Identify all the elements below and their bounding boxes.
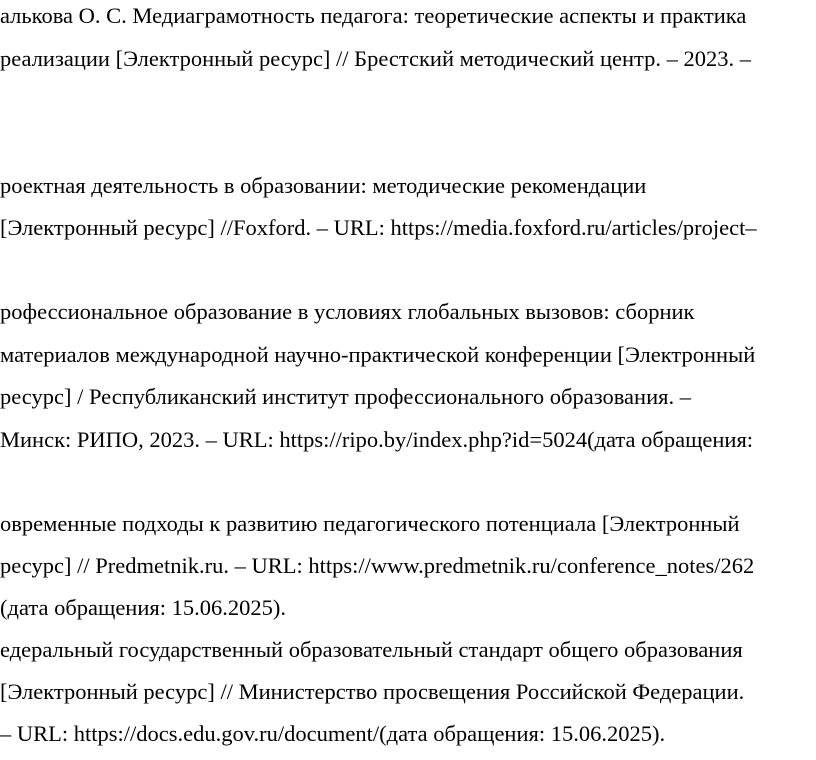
reference-line: [Электронный ресурс] //Foxford. – URL: https://media.foxford.ru/articles/project– <box>0 215 757 240</box>
reference-line: реализации [Электронный ресурс] // Брестский методический центр. – 2023. – <box>0 46 752 71</box>
reference-line: рофессиональное образование в условиях глобальных вызовов: сборник <box>0 299 695 324</box>
reference-line: материалов международной научно-практической конференции [Электронный <box>0 342 756 367</box>
reference-line: (дата обращения: 15.06.2025). <box>0 595 286 620</box>
reference-line: Минск: РИПО, 2023. – URL: https://ripo.by/index.php?id=5024(дата обращения: <box>0 427 754 452</box>
reference-line: алькова О. С. Медиаграмотность педагога: теоретические аспекты и практика <box>0 3 747 28</box>
reference-line: ресурс] / Республиканский институт профессионального образования. – <box>0 384 691 409</box>
reference-line: овременные подходы к развитию педагогического потенциала [Электронный <box>0 511 740 536</box>
reference-line: роектная деятельность в образовании: методические рекомендации <box>0 173 647 198</box>
reference-line: – URL: https://docs.edu.gov.ru/document/(дата обращения: 15.06.2025). <box>0 721 666 746</box>
reference-line: едеральный государственный образовательный стандарт общего образования <box>0 637 743 662</box>
reference-line: ресурс] // Predmetnik.ru. – URL: https://www.predmetnik.ru/conference_notes/262 <box>0 553 755 578</box>
reference-line: [Электронный ресурс] // Министерство просвещения Российской Федерации. <box>0 679 745 704</box>
